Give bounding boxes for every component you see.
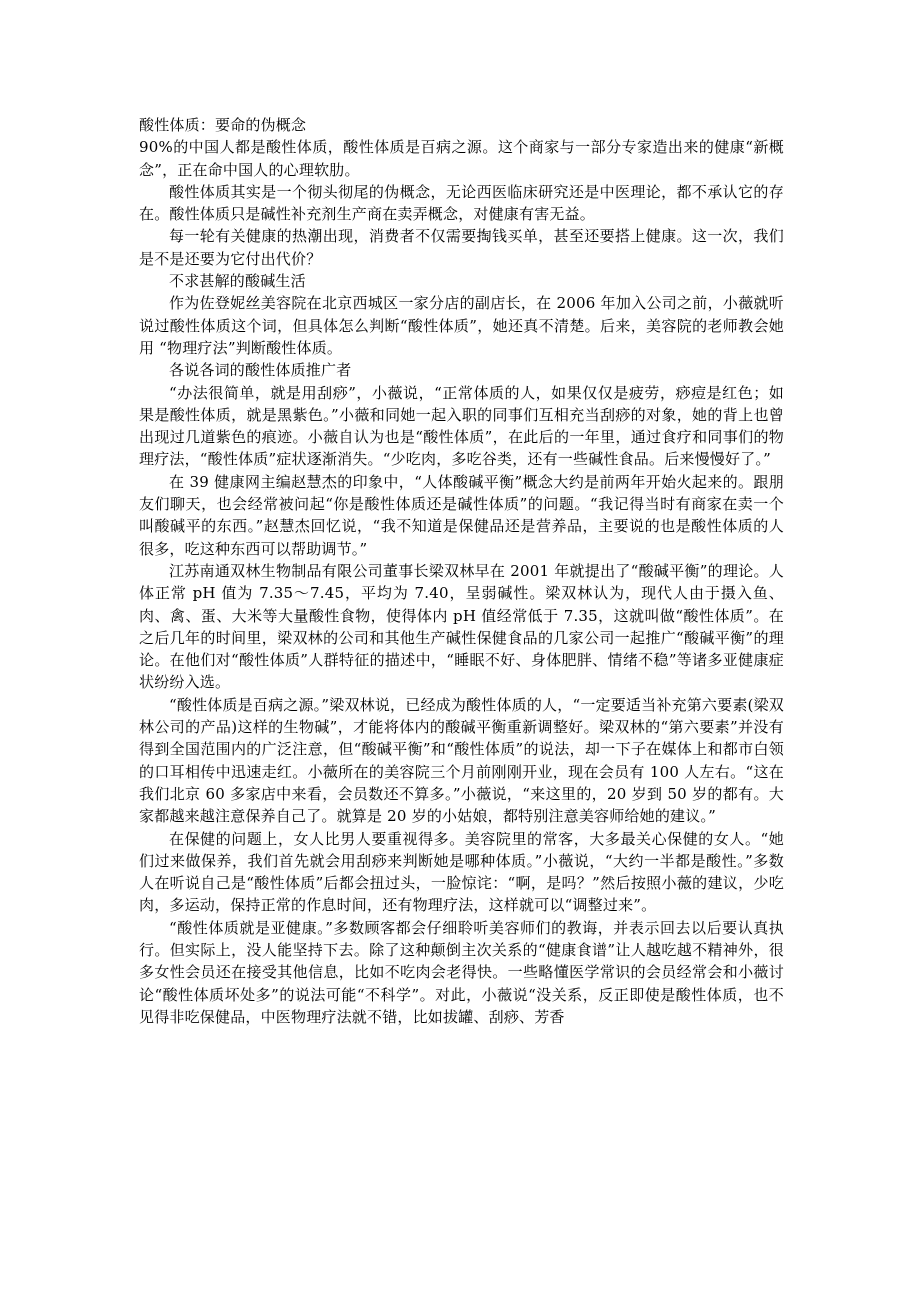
paragraph: 江苏南通双林生物制品有限公司董事长梁双林早在 2001 年就提出了“酸碱平衡”的理论。人体正常 pH 值为 7.35～7.45，平均为 7.40，呈弱碱性。梁双林认为，现代人由于摄入鱼、肉、禽、蛋、大米等大量酸性食物，使得体内 pH 值经常低于 7.35，这就叫做“酸性体质”。在之后几年的时间里，梁双林的公司和其他生产碱性保健食品的几家公司一起推广“酸碱平衡”的理论。在他们对“酸性体质”人群特征的描述中，“睡眠不好、身体肥胖、情绪不稳”等诸多亚健康症状纷纷入选。 (139, 561, 784, 692)
paragraph: 在保健的问题上，女人比男人要重视得多。美容院里的常客，大多最关心保健的女人。“她们过来做保养，我们首先就会用刮痧来判断她是哪种体质。”小薇说，“大约一半都是酸性。”多数人在听说自己是“酸性体质”后都会扭过头，一脸惊诧：“啊，是吗？”然后按照小薇的建议，少吃肉，多运动，保持正常的作息时间，还有物理疗法，这样就可以“调整过来”。 (139, 829, 784, 915)
paragraph: 作为佐登妮丝美容院在北京西城区一家分店的副店长，在 2006 年加入公司之前，小薇就听说过酸性体质这个词，但具体怎么判断“酸性体质”，她还真不清楚。后来，美容院的老师教会她用 “物理疗法”判断酸性体质。 (139, 294, 784, 357)
paragraph-lead: 90%的中国人都是酸性体质，酸性体质是百病之源。这个商家与一部分专家造出来的健康“新概念”，正在命中国人的心理软肋。 (139, 138, 784, 179)
paragraph: “酸性体质是百病之源。”梁双林说，已经成为酸性体质的人，“一定要适当补充第六要素(梁双林公司的产品)这样的生物碱”，才能将体内的酸碱平衡重新调整好。梁双林的“第六要素”并没有得到全国范围内的广泛注意，但“酸碱平衡”和“酸性体质”的说法，却一下子在媒体上和都市白领的口耳相传中迅速走红。小薇所在的美容院三个月前刚刚开业，现在会员有 100 人左右。“这在我们北京 60 多家店中来看，会员数还不算多。”小薇说，“来这里的，20 岁到 50 岁的都有。大家都越来越注意保养自己了。就算是 20 岁的小姑娘，都特别注意美容师给她的建议。” (139, 695, 784, 826)
document-title: 酸性体质：要命的伪概念 (139, 116, 307, 134)
paragraph: 每一轮有关健康的热潮出现，消费者不仅需要掏钱买单，甚至还要搭上健康。这一次，我们是不是还要为它付出代价？ (139, 227, 784, 268)
paragraph: “办法很简单，就是用刮痧”，小薇说，“正常体质的人，如果仅仅是疲劳，痧痘是红色；如果是酸性体质，就是黑紫色。”小薇和同她一起入职的同事们互相充当刮痧的对象，她的背上也曾出现过几道紫色的痕迹。小薇自认为也是“酸性体质”，在此后的一年里，通过食疗和同事们的物理疗法，“酸性体质”症状逐渐消失。“少吃肉，多吃谷类，还有一些碱性食品。后来慢慢好了。” (139, 383, 784, 469)
paragraph: 酸性体质其实是一个彻头彻尾的伪概念，无论西医临床研究还是中医理论，都不承认它的存在。酸性体质只是碱性补充剂生产商在卖弄概念，对健康有害无益。 (139, 182, 784, 224)
section-heading: 不求甚解的酸碱生活 (169, 272, 306, 291)
document-page (139, 114, 784, 1028)
paragraph: 在 39 健康网主编赵慧杰的印象中，“人体酸碱平衡”概念大约是前两年开始火起来的。跟朋友们聊天，也会经常被问起“你是酸性体质还是碱性体质”的问题。“我记得当时有商家在卖一个叫酸碱平的东西。”赵慧杰回忆说，“我不知道是保健品还是营养品，主要说的也是酸性体质的人很多，吃这种东西可以帮助调节。” (139, 472, 784, 558)
paragraph: “酸性体质就是亚健康。”多数顾客都会仔细聆听美容师们的教诲，并表示回去以后要认真执行。但实际上，没人能坚持下去。除了这种颠倒主次关系的“健康食谱”让人越吃越不精神外，很多女性会员还在接受其他信息，比如不吃肉会老得快。一些略懂医学常识的会员经常会和小薇讨论“酸性体质坏处多”的说法可能“不科学”。对此，小薇说“没关系，反正即使是酸性体质，也不见得非吃保健品，中医物理疗法就不错，比如拔罐、刮痧、芳香 (139, 918, 784, 1026)
section-heading: 各说各词的酸性体质推广者 (169, 361, 352, 380)
